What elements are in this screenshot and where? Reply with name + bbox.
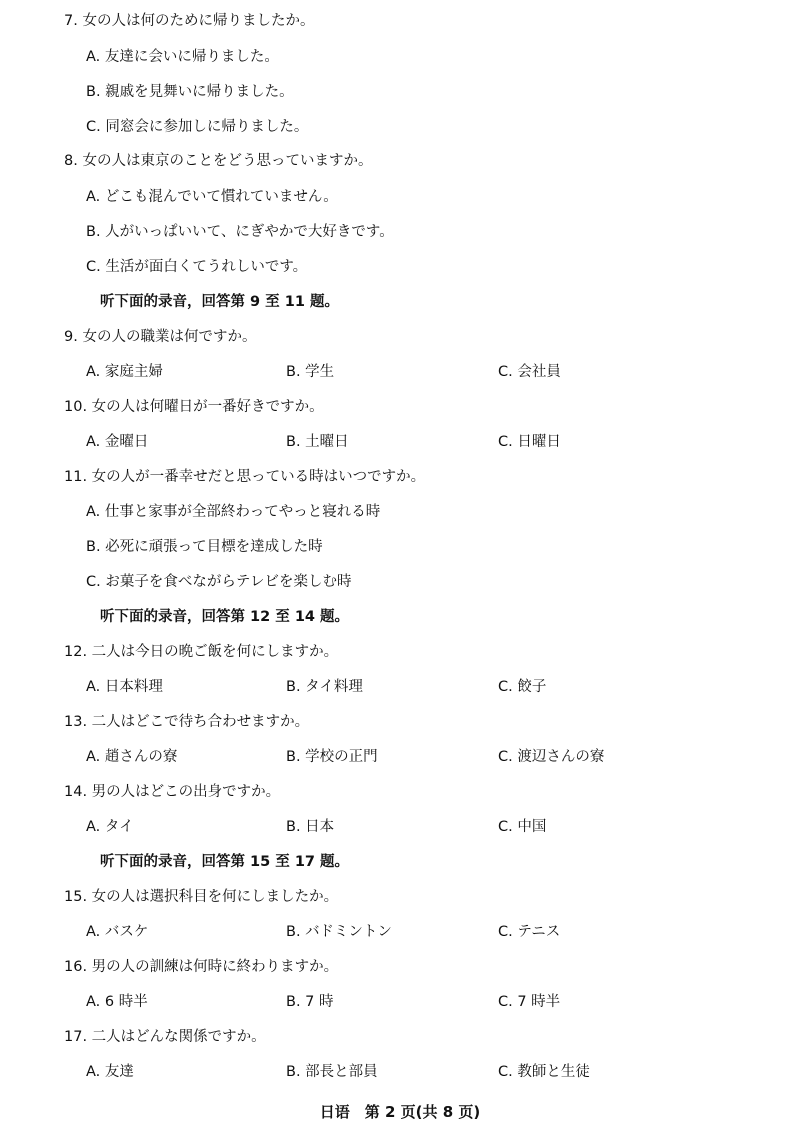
q15-options: [0, 919, 800, 945]
q14-option-c: C. 中国: [498, 819, 547, 835]
question-7: 7. 女の人は何のために帰りましたか。: [64, 13, 315, 29]
q13-option-c: C. 渡辺さんの寮: [498, 749, 605, 765]
q12-option-b: B. タイ料理: [286, 679, 363, 695]
q7-option-a: A. 友達に会いに帰りました。: [86, 49, 279, 65]
q15-option-c: C. テニス: [498, 924, 561, 940]
q7-option-b: B. 親戚を見舞いに帰りました。: [86, 84, 294, 100]
question-10: 10. 女の人は何曜日が一番好きですか。: [64, 399, 324, 415]
q16-option-b: B. 7 時: [286, 994, 334, 1010]
q10-option-c: C. 日曜日: [498, 434, 561, 450]
question-15: 15. 女の人は選択科目を何にしましたか。: [64, 889, 339, 905]
q9-option-b: B. 学生: [286, 364, 335, 380]
q16-option-a: A. 6 時半: [86, 994, 148, 1010]
q9-option-c: C. 会社員: [498, 364, 561, 380]
q15-option-b: B. バドミントン: [286, 924, 392, 940]
q15-option-a: A. バスケ: [86, 924, 149, 940]
q13-options: [0, 744, 800, 770]
question-14: 14. 男の人はどこの出身ですか。: [64, 784, 281, 800]
q11-option-b: B. 必死に頑張って目標を達成した時: [86, 539, 323, 555]
instruction-12-14: 听下面的录音，回答第 12 至 14 题。: [100, 609, 350, 625]
q16-option-c: C. 7 時半: [498, 994, 561, 1010]
q11-option-a: A. 仕事と家事が全部終わってやっと寝れる時: [86, 504, 381, 520]
instruction-15-17: 听下面的录音，回答第 15 至 17 题。: [100, 854, 350, 870]
question-9: 9. 女の人の職業は何ですか。: [64, 329, 257, 345]
q10-option-b: B. 土曜日: [286, 434, 349, 450]
q17-option-b: B. 部長と部員: [286, 1064, 378, 1080]
q11-option-c: C. お菓子を食べながらテレビを楽しむ時: [86, 574, 352, 590]
q12-option-a: A. 日本料理: [86, 679, 163, 695]
question-13: 13. 二人はどこで待ち合わせますか。: [64, 714, 310, 730]
q13-option-b: B. 学校の正門: [286, 749, 378, 765]
question-11: 11. 女の人が一番幸せだと思っている時はいつですか。: [64, 469, 426, 485]
question-12: 12. 二人は今日の晩ご飯を何にしますか。: [64, 644, 339, 660]
q9-option-a: A. 家庭主婦: [86, 364, 163, 380]
question-16: 16. 男の人の訓練は何時に終わりますか。: [64, 959, 339, 975]
q8-option-a: A. どこも混んでいて慣れていません。: [86, 189, 338, 205]
q7-option-c: C. 同窓会に参加しに帰りました。: [86, 119, 309, 135]
q13-option-a: A. 趙さんの寮: [86, 749, 178, 765]
q16-options: [0, 989, 800, 1015]
q17-options: [0, 1059, 800, 1085]
q8-option-c: C. 生活が面白くてうれしいです。: [86, 259, 308, 275]
q10-options: [0, 429, 800, 455]
question-8: 8. 女の人は東京のことをどう思っていますか。: [64, 153, 373, 169]
q12-option-c: C. 餃子: [498, 679, 547, 695]
q14-options: [0, 814, 800, 840]
q14-option-a: A. タイ: [86, 819, 134, 835]
q14-option-b: B. 日本: [286, 819, 335, 835]
instruction-9-11: 听下面的录音，回答第 9 至 11 题。: [100, 294, 339, 310]
q10-option-a: A. 金曜日: [86, 434, 149, 450]
q17-option-a: A. 友達: [86, 1064, 134, 1080]
q8-option-b: B. 人がいっぱいいて、にぎやかで大好きです。: [86, 224, 394, 240]
question-17: 17. 二人はどんな関係ですか。: [64, 1029, 266, 1045]
q17-option-c: C. 教師と生徒: [498, 1064, 590, 1080]
q12-options: [0, 674, 800, 700]
q9-options: [0, 359, 800, 385]
page-footer: 日语 第 2 页(共 8 页): [319, 1103, 481, 1121]
